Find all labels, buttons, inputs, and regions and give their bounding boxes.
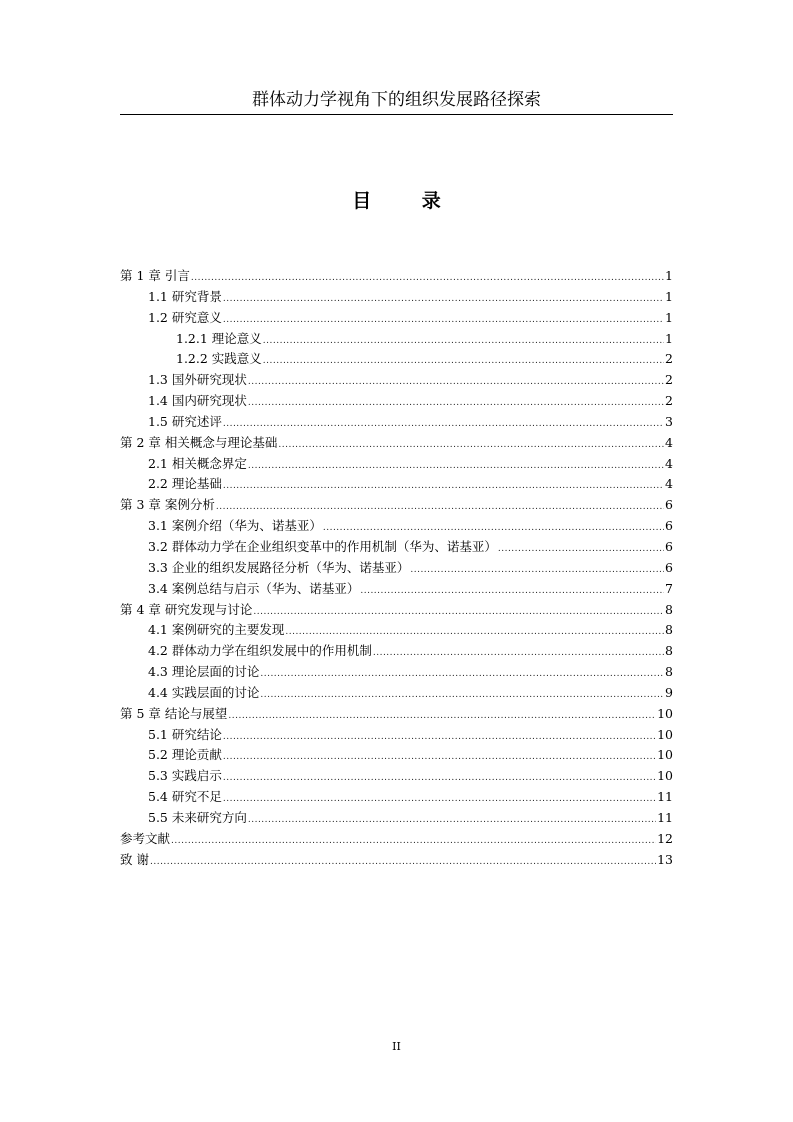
toc-entry-label: 参考文献 (120, 830, 171, 846)
toc-entry-label: 5.5 未来研究方向 (148, 809, 247, 825)
toc-entry-page: 10 (657, 726, 673, 742)
dot-leader (360, 581, 664, 602)
toc-entry-1-5[interactable] (120, 412, 673, 433)
toc-entry-4-4[interactable] (120, 683, 673, 704)
toc-entry-chapter-1[interactable] (120, 266, 673, 287)
dot-leader (223, 727, 656, 748)
toc-entry-page: 8 (665, 601, 673, 617)
dot-leader (263, 351, 664, 372)
toc-entry-page: 6 (665, 559, 673, 575)
toc-entry-references[interactable] (120, 829, 673, 850)
toc-entry-page: 11 (657, 789, 673, 805)
dot-leader (248, 810, 656, 831)
dot-leader (498, 539, 664, 560)
toc-entry-1-2-2[interactable] (120, 349, 673, 370)
toc-entry-5-2[interactable] (120, 745, 673, 766)
dot-leader (278, 435, 664, 456)
toc-entry-label: 第 1 章 引言 (120, 268, 190, 283)
toc-entry-label: 致 谢 (120, 851, 149, 867)
toc-entry-page: 8 (665, 643, 673, 659)
toc-entry-label: 4.2 群体动力学在组织发展中的作用机制 (148, 643, 372, 659)
toc-entry-label: 1.2.1 理论意义 (176, 330, 262, 346)
toc-entry-3-2[interactable] (120, 537, 673, 558)
toc-entry-page: 10 (657, 747, 673, 763)
toc-entry-label: 1.5 研究述评 (148, 413, 222, 429)
toc-entry-3-4[interactable] (120, 579, 673, 600)
toc-entry-label: 5.1 研究结论 (148, 726, 222, 742)
toc-entry-label: 5.4 研究不足 (148, 789, 222, 805)
dot-leader (223, 414, 664, 435)
toc-entry-label: 3.1 案例介绍（华为、诺基亚） (148, 518, 322, 534)
dot-leader (260, 664, 664, 685)
toc-entry-label: 4.4 实践层面的讨论 (148, 684, 260, 700)
dot-leader (248, 372, 664, 393)
toc-entry-3-1[interactable] (120, 516, 673, 537)
toc-entry-label: 第 5 章 结论与展望 (120, 705, 228, 721)
toc-entry-page: 6 (665, 518, 673, 534)
toc-entry-label: 第 4 章 研究发现与讨论 (120, 601, 253, 617)
dot-leader (223, 310, 664, 331)
toc-entry-label: 3.2 群体动力学在企业组织变革中的作用机制（华为、诺基亚） (148, 538, 497, 554)
toc-entry-label: 2.2 理论基础 (148, 476, 222, 492)
running-header: 群体动力学视角下的组织发展路径探索 (120, 86, 673, 115)
toc-entry-page: 4 (665, 476, 673, 492)
toc-entry-2-1[interactable] (120, 454, 673, 475)
dot-leader (150, 852, 656, 873)
dot-leader (216, 497, 664, 518)
toc-entry-5-4[interactable] (120, 787, 673, 808)
toc-entry-page: 10 (657, 705, 673, 721)
toc-entry-label: 1.2.2 实践意义 (176, 351, 262, 367)
toc-entry-page: 6 (665, 497, 673, 513)
toc-entry-label: 第 2 章 相关概念与理论基础 (120, 434, 278, 450)
toc-title: 目 录 (352, 190, 463, 212)
toc-entry-label: 1.1 研究背景 (148, 288, 222, 304)
dot-leader (285, 622, 664, 643)
dot-leader (228, 706, 656, 727)
toc-entry-3-3[interactable] (120, 558, 673, 579)
toc-entry-chapter-3[interactable] (120, 495, 673, 516)
page-number: II (392, 1040, 401, 1053)
toc-entry-label: 2.1 相关概念界定 (148, 455, 247, 471)
toc-entry-4-3[interactable] (120, 662, 673, 683)
toc-entry-page: 1 (665, 309, 673, 325)
toc-entry-page: 10 (657, 768, 673, 784)
toc-entry-1-2[interactable] (120, 308, 673, 329)
toc-entry-1-2-1[interactable] (120, 329, 673, 350)
toc-entry-page: 13 (657, 851, 673, 867)
toc-entry-page: 1 (665, 288, 673, 304)
toc-entry-1-4[interactable] (120, 391, 673, 412)
toc-entry-label: 3.4 案例总结与启示（华为、诺基亚） (148, 580, 360, 596)
toc-entry-page: 8 (665, 622, 673, 638)
toc-entry-chapter-2[interactable] (120, 433, 673, 454)
dot-leader (263, 331, 664, 352)
dot-leader (223, 768, 656, 789)
toc-entry-label: 4.3 理论层面的讨论 (148, 664, 260, 680)
dot-leader (323, 518, 664, 539)
toc-entry-page: 2 (665, 372, 673, 388)
toc-entry-page: 4 (665, 434, 673, 450)
dot-leader (223, 789, 656, 810)
dot-leader (223, 747, 656, 768)
toc-entry-page: 2 (665, 393, 673, 409)
toc-entry-acknowledgements[interactable] (120, 850, 673, 871)
dot-leader (253, 602, 664, 623)
toc-entry-page: 1 (665, 268, 673, 283)
toc-entry-label: 1.2 研究意义 (148, 309, 222, 325)
toc-entry-page: 7 (665, 580, 673, 596)
toc-entry-label: 1.4 国内研究现状 (148, 393, 247, 409)
toc-entry-label: 1.3 国外研究现状 (148, 372, 247, 388)
dot-leader (223, 289, 664, 310)
toc-entry-5-3[interactable] (120, 766, 673, 787)
toc-entry-4-2[interactable] (120, 641, 673, 662)
toc-entry-label: 3.3 企业的组织发展路径分析（华为、诺基亚） (148, 559, 410, 575)
toc-entry-2-2[interactable] (120, 474, 673, 495)
toc-entry-page: 3 (665, 413, 673, 429)
dot-leader (373, 643, 664, 664)
dot-leader (223, 476, 664, 497)
toc-entry-5-1[interactable] (120, 725, 673, 746)
toc-entry-page: 2 (665, 351, 673, 367)
toc-entry-page: 6 (665, 538, 673, 554)
toc-entry-1-3[interactable] (120, 370, 673, 391)
toc-entry-page: 12 (657, 830, 673, 846)
toc-entry-chapter-4[interactable] (120, 600, 673, 621)
toc-entry-5-5[interactable] (120, 808, 673, 829)
dot-leader (191, 268, 664, 289)
toc-entry-chapter-5[interactable] (120, 704, 673, 725)
toc-entry-label: 5.2 理论贡献 (148, 747, 222, 763)
table-of-contents (120, 266, 673, 870)
toc-entry-label: 4.1 案例研究的主要发现 (148, 622, 285, 638)
toc-entry-page: 4 (665, 455, 673, 471)
dot-leader (248, 456, 664, 477)
toc-entry-page: 1 (665, 330, 673, 346)
dot-leader (260, 685, 664, 706)
dot-leader (410, 560, 664, 581)
toc-entry-page: 11 (657, 809, 673, 825)
toc-entry-label: 第 3 章 案例分析 (120, 497, 215, 513)
dot-leader (248, 393, 664, 414)
toc-entry-page: 8 (665, 664, 673, 680)
toc-entry-page: 9 (665, 684, 673, 700)
toc-entry-label: 5.3 实践启示 (148, 768, 222, 784)
dot-leader (171, 831, 656, 852)
toc-entry-1-1[interactable] (120, 287, 673, 308)
toc-entry-4-1[interactable] (120, 620, 673, 641)
